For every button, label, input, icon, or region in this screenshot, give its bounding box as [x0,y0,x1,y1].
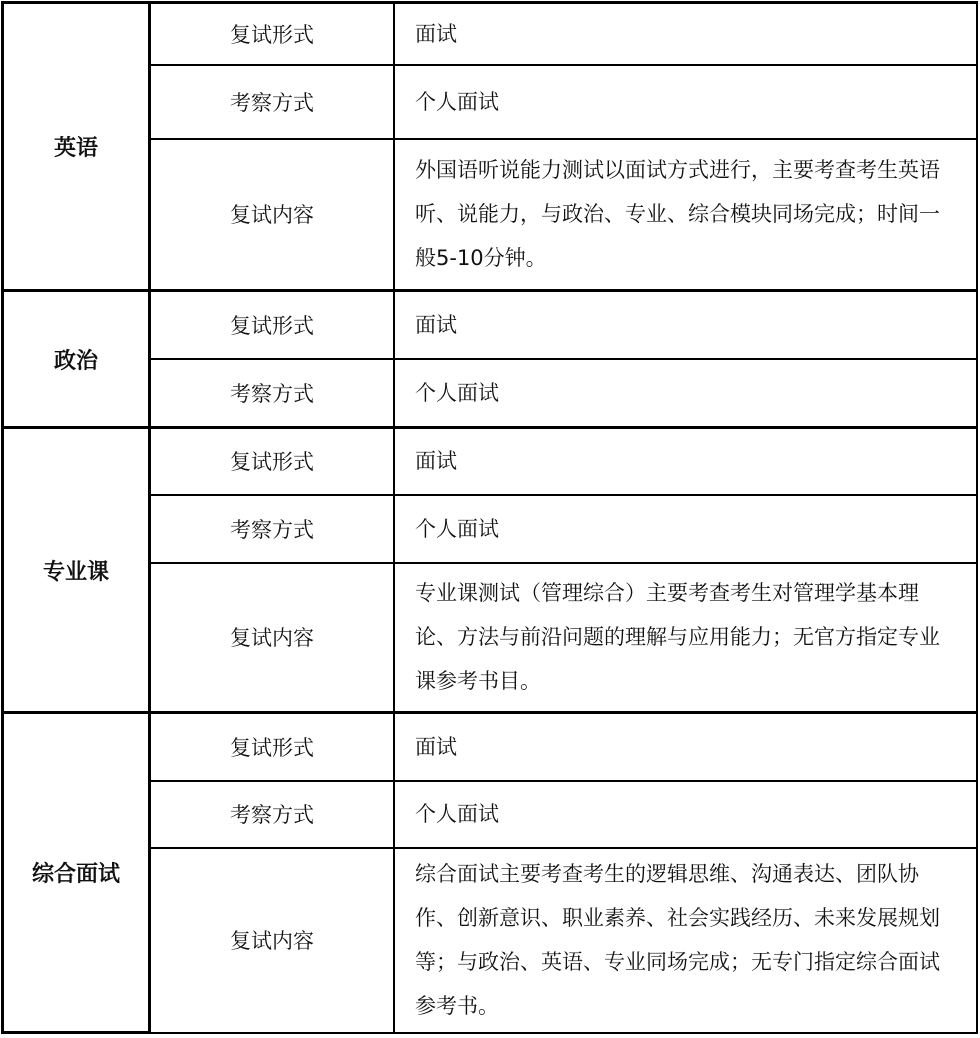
table-row [3,291,978,359]
value-cell: 综合面试主要考查考生的逻辑思维、沟通表达、团队协作、创新意识、职业素养、社会实践经历、未来发展规划等；与政治、英语、专业同场完成；无专门指定综合面试参考书。 [394,848,977,1033]
table-row [3,495,978,563]
item-cell: 复试形式 [150,291,395,359]
subject-cell: 英语 [3,3,150,291]
item-cell: 复试内容 [150,848,395,1033]
table-row [3,428,978,495]
value-cell: 面试 [394,713,977,781]
value-cell: 面试 [394,3,977,65]
item-cell: 考察方式 [150,781,395,848]
value-cell: 专业课测试（管理综合）主要考查考生对管理学基本理论、方法与前沿问题的理解与应用能力；无官方指定专业课参考书目。 [394,563,977,713]
subject-cell: 政治 [3,291,150,428]
item-cell: 复试形式 [150,713,395,781]
table-row [3,848,978,1033]
value-cell: 个人面试 [394,781,977,848]
item-cell: 复试形式 [150,3,395,65]
value-cell: 外国语听说能力测试以面试方式进行，主要考查考生英语听、说能力，与政治、专业、综合模块同场完成；时间一般5-10分钟。 [394,139,977,291]
value-cell: 面试 [394,291,977,359]
item-cell: 复试内容 [150,563,395,713]
item-cell: 考察方式 [150,495,395,563]
table-row [3,563,978,713]
value-cell: 面试 [394,428,977,495]
item-cell: 考察方式 [150,359,395,428]
table-row [3,359,978,428]
subject-cell: 综合面试 [3,713,150,1033]
table-row [3,139,978,291]
item-cell: 考察方式 [150,65,395,139]
table-row [3,781,978,848]
value-cell: 个人面试 [394,495,977,563]
table-row [3,3,978,65]
value-cell: 个人面试 [394,65,977,139]
table-row [3,713,978,781]
item-cell: 复试内容 [150,139,395,291]
value-cell: 个人面试 [394,359,977,428]
table-row [3,65,978,139]
retest-table [1,1,978,1034]
subject-cell: 专业课 [3,428,150,713]
item-cell: 复试形式 [150,428,395,495]
